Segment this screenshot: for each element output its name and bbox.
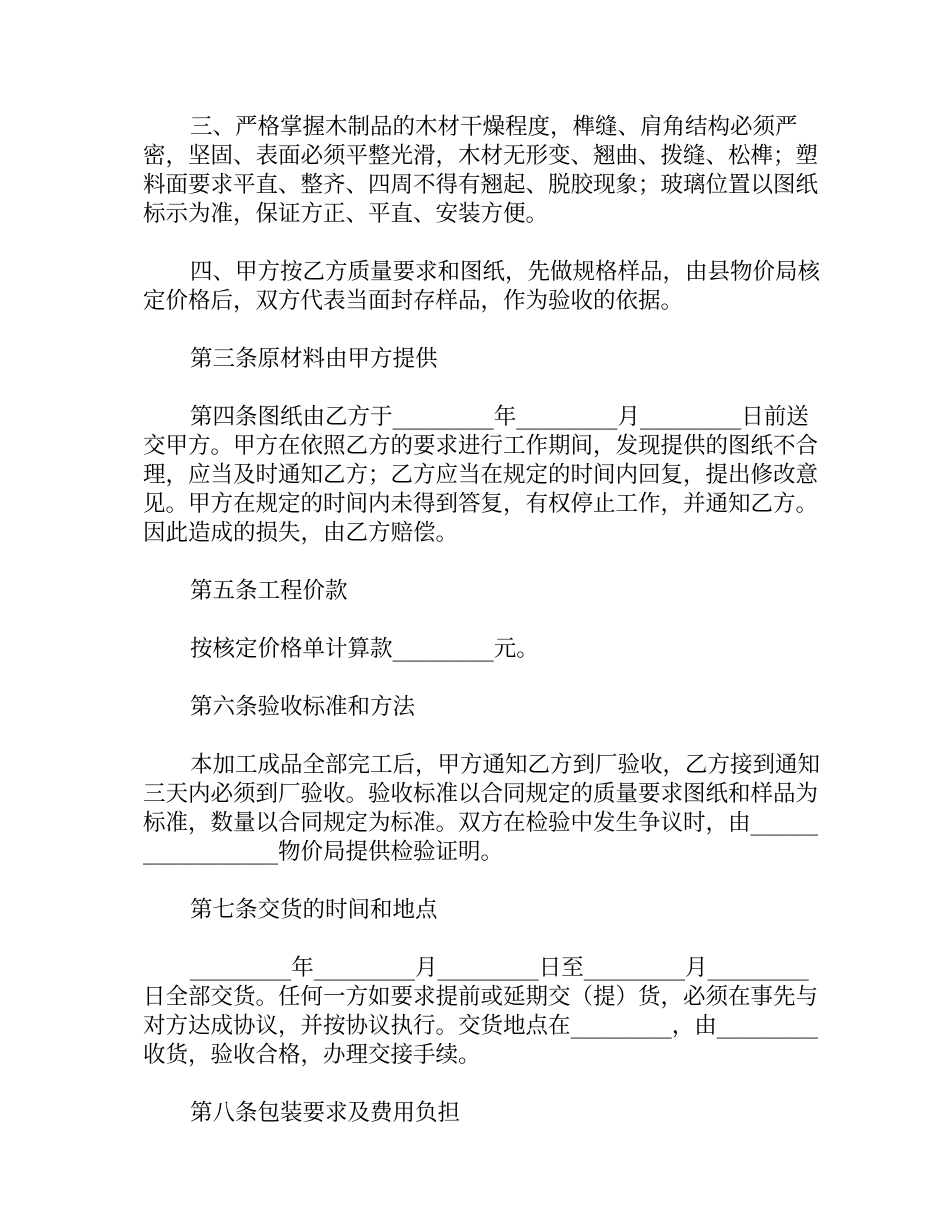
article-paragraph-drawings: 第四条图纸由乙方于_________年_________月_________日前送交甲方。甲方在依照乙方的要求进行工作期间，发现提供的图纸不合理，应当及时通知乙方；乙方应当在规定的时间内回复，提出修改意见。甲方在规定的时间内未得到答复，有权停止工作，并通知乙方。因此造成的损失，由乙方赔偿。 (143, 404, 819, 546)
article-heading-acceptance: 第六条验收标准和方法 (190, 694, 416, 720)
clause-paragraph-delivery: _________年_________月_________日至_________月_________日全部交货。任何一方如要求提前或延期交（提）货，必须在事先与对方达成协议，并按协议执行。交货地点在_________，由_________收货，验收合格，办理交接手续。 (143, 955, 819, 1068)
clause-paragraph-price-amount: 按核定价格单计算款_________元。 (190, 636, 539, 662)
document-body (143, 113, 823, 1128)
article-heading-price: 第五条工程价款 (190, 578, 348, 604)
article-heading-packaging: 第八条包装要求及费用负担 (190, 1100, 461, 1126)
article-heading-raw-materials: 第三条原材料由甲方提供 (190, 346, 438, 372)
clause-paragraph-wood-quality: 三、严格掌握木制品的木材干燥程度，榫缝、肩角结构必须严密，坚固、表面必须平整光滑，木材无形变、翘曲、拨缝、松榫；塑料面要求平直、整齐、四周不得有翘起、脱胶现象；玻璃位置以图纸标示为准，保证方正、平直、安装方便。 (143, 114, 819, 227)
clause-paragraph-sample: 四、甲方按乙方质量要求和图纸，先做规格样品，由县物价局核定价格后，双方代表当面封存样品，作为验收的依据。 (143, 259, 821, 314)
clause-paragraph-acceptance: 本加工成品全部完工后，甲方通知乙方到厂验收，乙方接到通知三天内必须到厂验收。验收标准以合同规定的质量要求图纸和样品为标准，数量以合同规定为标准。双方在检验中发生争议时，由__________________物价局提供检验证明。 (143, 752, 821, 865)
article-heading-delivery: 第七条交货的时间和地点 (190, 897, 438, 923)
